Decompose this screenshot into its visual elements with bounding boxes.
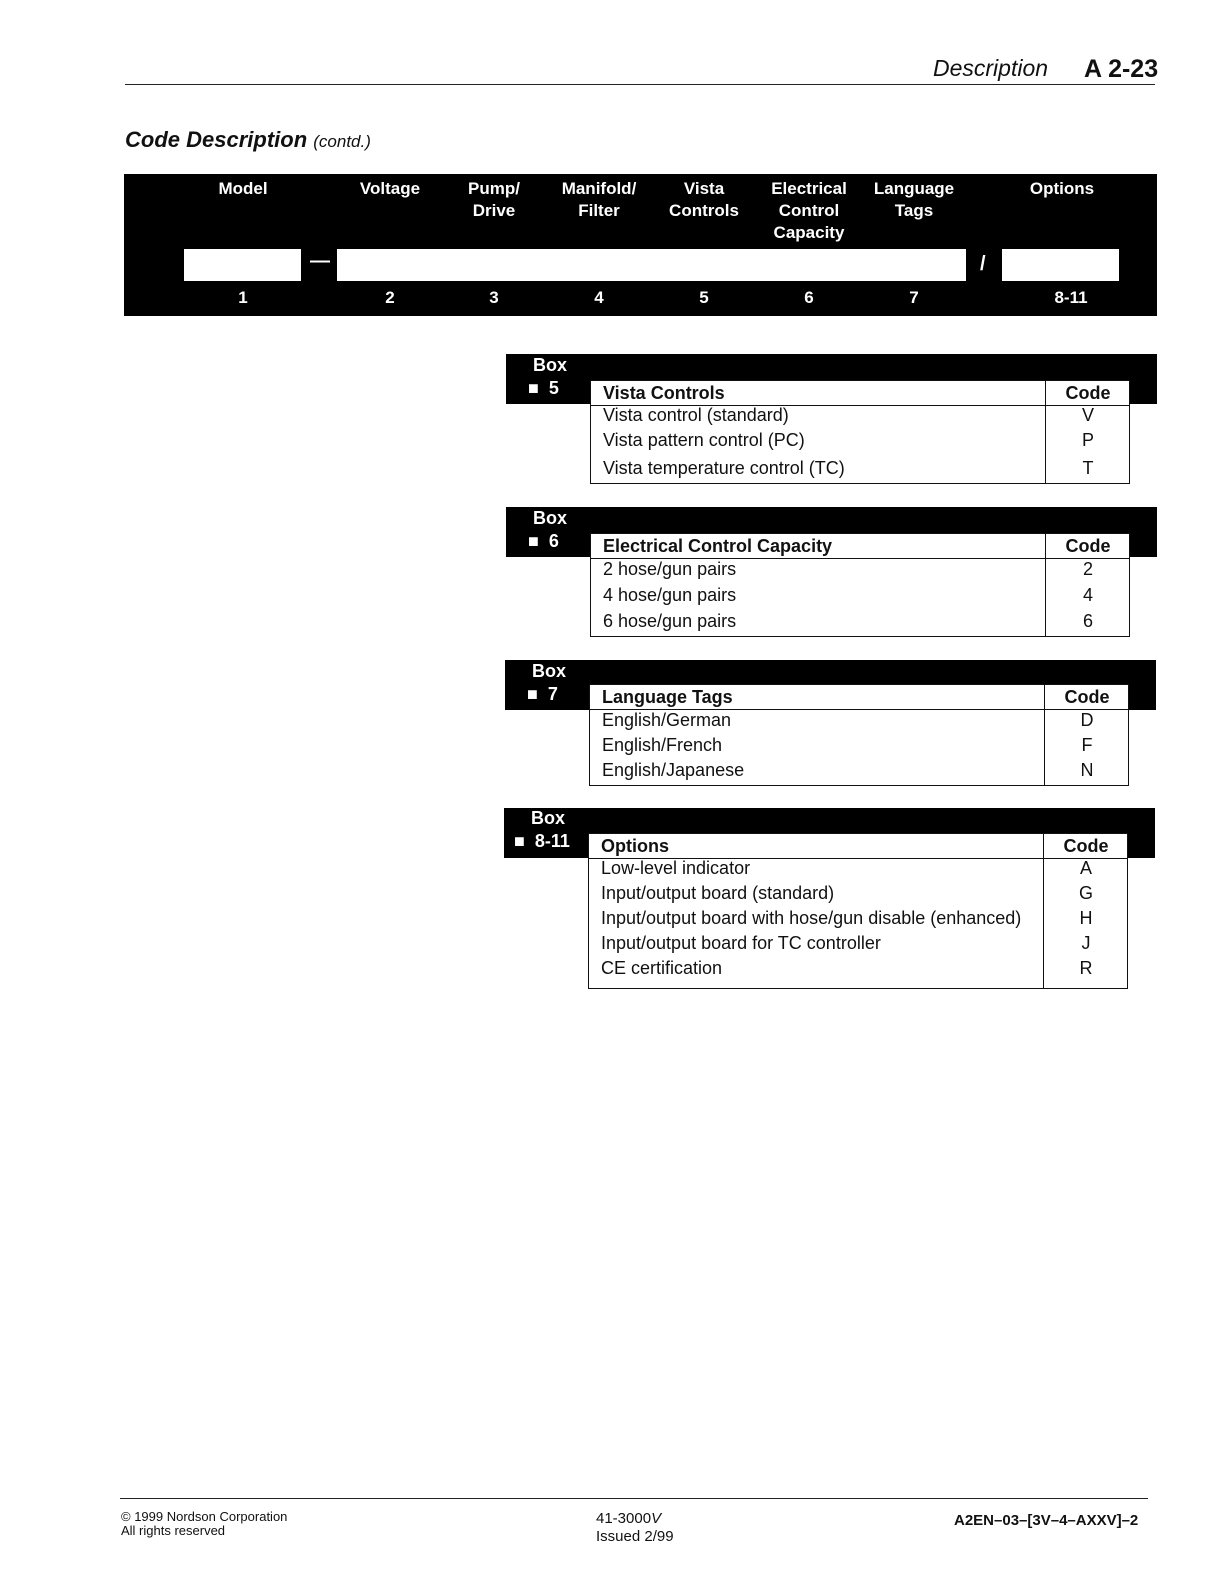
copyright-line-1: © 1999 Nordson Corporation	[121, 1509, 288, 1524]
table-row-desc: Input/output board with hose/gun disable (enhanced)	[601, 908, 1022, 928]
code-table	[590, 533, 1130, 637]
section-title-main: Code Description	[125, 127, 308, 152]
code-table	[588, 833, 1128, 989]
column-header-options: Options	[1029, 179, 1095, 198]
column-number-3: 3	[489, 288, 499, 307]
code-column-header: Code	[1065, 383, 1111, 403]
section-title-sub: (contd.)	[313, 132, 371, 151]
table-row-desc: English/Japanese	[602, 760, 745, 780]
column-number-1: 1	[238, 288, 248, 307]
table-row-code: A	[1079, 858, 1092, 878]
configuration-code-field	[337, 249, 966, 281]
table-row-desc: Vista temperature control (TC)	[603, 458, 845, 478]
copyright-line-2: All rights reserved	[121, 1523, 226, 1538]
table-row-code: N	[1080, 760, 1094, 780]
box-5-vista-controls	[506, 354, 1157, 486]
section-title	[125, 127, 371, 153]
box-number: ■ 8-11	[514, 831, 570, 851]
column-header-model: Model	[218, 179, 268, 198]
issue-date: Issued 2/99	[596, 1528, 674, 1545]
table-row-code: 4	[1082, 585, 1093, 605]
table-row-code: D	[1080, 710, 1094, 730]
box-8-11-options	[504, 808, 1155, 992]
code-table	[590, 380, 1130, 484]
box-label: Box	[533, 508, 568, 528]
table-title: Language Tags	[602, 687, 733, 707]
table-row-code: 6	[1082, 611, 1093, 631]
page-number: A 2-23	[1084, 55, 1159, 83]
table-title: Options	[601, 836, 669, 856]
table-row-desc: Low-level indicator	[601, 858, 751, 878]
table-row-desc: 2 hose/gun pairs	[603, 559, 737, 579]
column-number-2: 2	[385, 288, 395, 307]
box-6-electrical-control-capacity	[506, 507, 1157, 639]
table-title: Electrical Control Capacity	[603, 536, 833, 556]
running-header-section: Description	[933, 55, 1049, 81]
box-label: Box	[531, 808, 566, 828]
header-rule	[125, 84, 1155, 85]
column-number-4: 4	[594, 288, 604, 307]
footer-rule	[120, 1498, 1148, 1499]
document-number-block	[596, 1510, 674, 1546]
model-code-banner	[124, 174, 1157, 316]
table-row-code: H	[1079, 908, 1093, 928]
table-row-code: F	[1081, 735, 1093, 755]
dash-separator: —	[310, 250, 330, 272]
table-row-desc: 4 hose/gun pairs	[603, 585, 737, 605]
column-number-6: 6	[804, 288, 814, 307]
table-row-desc: 6 hose/gun pairs	[603, 611, 737, 631]
column-header-pump-drive: Pump/ Drive	[468, 179, 520, 220]
table-title: Vista Controls	[603, 383, 725, 403]
table-row-desc: English/French	[602, 735, 723, 755]
table-row-desc: Input/output board (standard)	[601, 883, 835, 903]
table-row-desc: English/German	[602, 710, 732, 730]
table-row-code: V	[1081, 405, 1094, 425]
code-column-header: Code	[1063, 836, 1109, 856]
document-number: 41-3000V	[596, 1510, 662, 1527]
column-header-language-tags: Language Tags	[873, 179, 955, 220]
column-header-voltage: Voltage	[359, 179, 421, 198]
table-row-code: 2	[1082, 559, 1093, 579]
code-table	[589, 684, 1129, 786]
slash-separator: /	[980, 253, 986, 275]
box-number: ■ 5	[528, 378, 559, 398]
model-code-field	[184, 249, 301, 281]
column-number-5: 5	[699, 288, 709, 307]
column-header-vista-controls: Vista Controls	[669, 179, 739, 220]
column-number-8-11: 8-11	[1054, 288, 1088, 307]
table-row-code: G	[1078, 883, 1093, 903]
table-row-desc: Input/output board for TC controller	[601, 933, 881, 953]
box-label: Box	[532, 661, 567, 681]
table-row-code: T	[1082, 458, 1094, 478]
box-number: ■ 6	[528, 531, 559, 551]
table-row-code: R	[1079, 958, 1093, 978]
box-label: Box	[533, 355, 568, 375]
column-header-manifold-filter: Manifold/ Filter	[561, 179, 637, 220]
table-row-desc: Vista control (standard)	[603, 405, 789, 425]
copyright	[121, 1510, 287, 1538]
table-row-desc: Vista pattern control (PC)	[603, 430, 805, 450]
footer-code: A2EN–03–[3V–4–AXXV]–2	[954, 1512, 1139, 1529]
box-number: ■ 7	[527, 684, 558, 704]
options-code-field	[1002, 249, 1119, 281]
table-row-desc: CE certification	[601, 958, 723, 978]
box-7-language-tags	[505, 660, 1156, 788]
table-row-code: P	[1081, 430, 1094, 450]
column-number-7: 7	[909, 288, 919, 307]
code-column-header: Code	[1064, 687, 1110, 707]
table-row-code: J	[1081, 933, 1091, 953]
column-header-electrical-control-capacity: Electrical Control Capacity	[771, 179, 847, 242]
code-column-header: Code	[1065, 536, 1111, 556]
